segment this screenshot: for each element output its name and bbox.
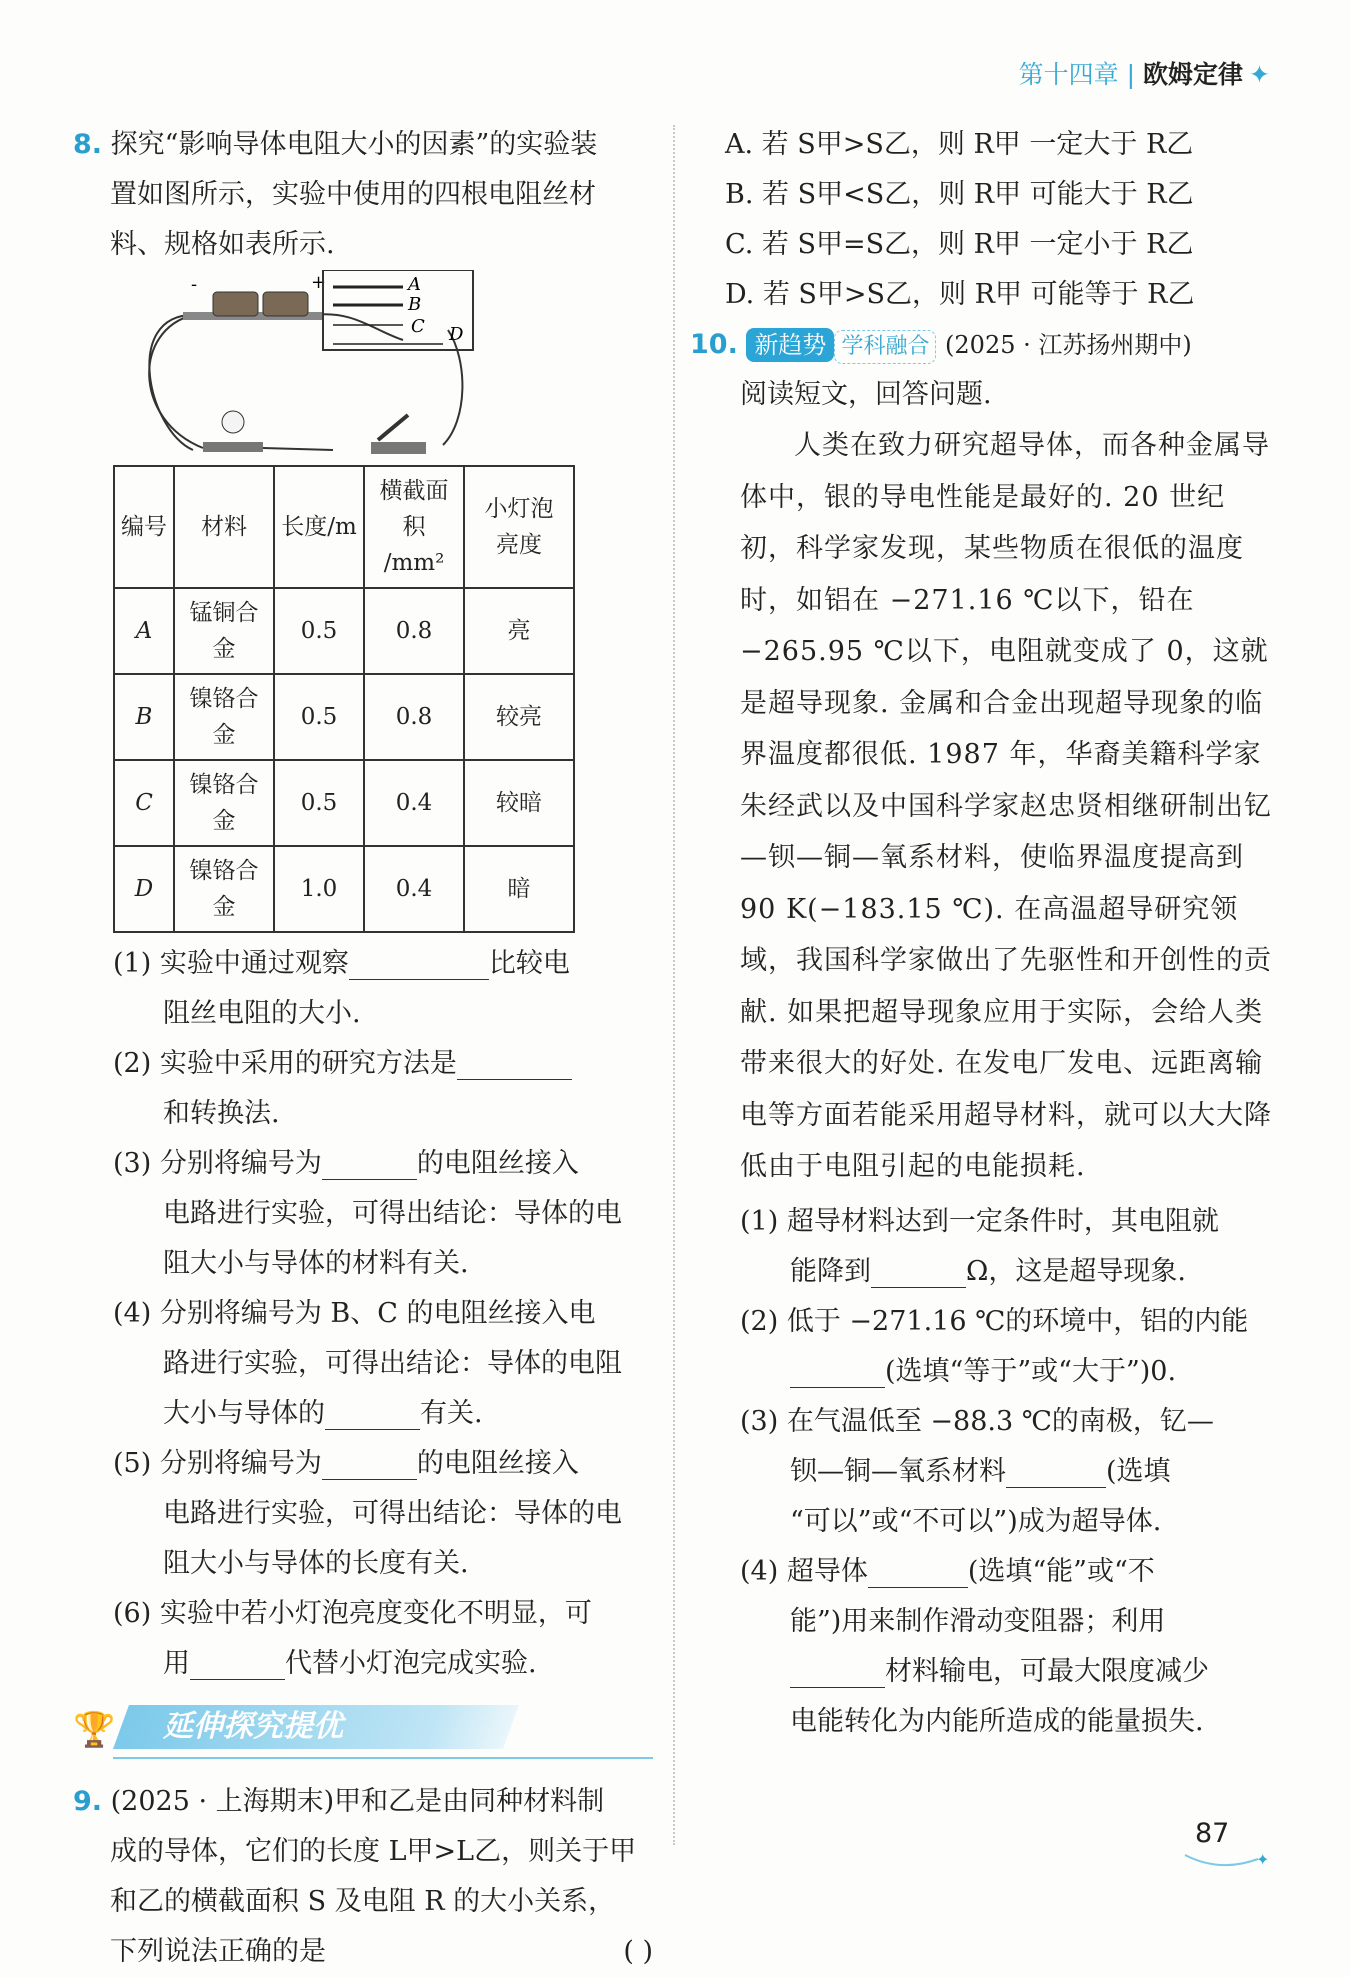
q10-text: “可以”或“不可以”)成为超导体. bbox=[790, 1505, 1162, 1537]
answer-blank[interactable] bbox=[457, 1049, 572, 1080]
table-cell: D bbox=[114, 846, 174, 932]
table-cell: 0.8 bbox=[364, 674, 464, 760]
table-cell: A bbox=[114, 588, 174, 674]
table-cell: 亮 bbox=[464, 588, 574, 674]
header-cell: 材料 bbox=[174, 466, 274, 588]
q10-text: (选填“等于”或“大于”)0. bbox=[885, 1355, 1177, 1387]
q8-text: 用 bbox=[163, 1648, 190, 1679]
q8-stem-line: 置如图所示，实验中使用的四根电阻丝材 bbox=[110, 179, 596, 210]
q10-text: (4) 超导体 bbox=[740, 1555, 868, 1587]
q10-part-4 bbox=[700, 1547, 1280, 1747]
header-cell bbox=[364, 466, 464, 588]
table-cell: 0.5 bbox=[274, 760, 364, 846]
q9 bbox=[73, 1777, 653, 1977]
q10-text: (2) 低于 −271.16 ℃的环境中，铝的内能 bbox=[740, 1305, 1249, 1337]
q8-text: 的电阻丝接入 bbox=[416, 1448, 579, 1479]
answer-blank[interactable] bbox=[190, 1649, 285, 1680]
q10-part-2 bbox=[700, 1297, 1280, 1397]
table-row bbox=[114, 674, 574, 760]
header-cell bbox=[464, 466, 574, 588]
q10-text: (选填 bbox=[1106, 1455, 1171, 1487]
q10-part-1 bbox=[700, 1197, 1280, 1297]
q8-stem-line: 料、规格如表所示. bbox=[110, 229, 335, 260]
q10-subquestions bbox=[700, 1197, 1280, 1747]
answer-blank[interactable] bbox=[790, 1357, 885, 1388]
table-cell: 锰铜合金 bbox=[174, 588, 274, 674]
q10-text: (选填“能”或“不 bbox=[967, 1555, 1155, 1587]
banner-title: 延伸探究提优 bbox=[163, 1709, 343, 1744]
battery-minus: - bbox=[191, 274, 198, 295]
header-text: 横截面积 bbox=[379, 478, 449, 540]
answer-blank[interactable] bbox=[322, 1149, 417, 1180]
q8-text: 的电阻丝接入 bbox=[416, 1148, 579, 1179]
q8-text: 代替小灯泡完成实验. bbox=[285, 1648, 537, 1679]
q8-part-3 bbox=[73, 1139, 653, 1289]
table-cell: 较亮 bbox=[464, 674, 574, 760]
table-cell: 0.4 bbox=[364, 760, 464, 846]
q8-text: 电路进行实验，可得出结论：导体的电 bbox=[163, 1498, 622, 1529]
answer-blank[interactable] bbox=[871, 1257, 966, 1288]
label-b: B bbox=[408, 294, 422, 315]
q10-text: 电能转化为内能所造成的能量损失. bbox=[790, 1705, 1204, 1737]
q8-text: 有关. bbox=[420, 1398, 483, 1429]
section-banner bbox=[73, 1699, 653, 1759]
table-cell: B bbox=[114, 674, 174, 760]
q9-line: (2025 · 上海期末)甲和乙是由同种材料制 bbox=[110, 1786, 605, 1817]
q8-text: (2) 实验中采用的研究方法是 bbox=[113, 1048, 457, 1079]
answer-bracket[interactable]: ( ) bbox=[623, 1936, 653, 1967]
left-column bbox=[73, 120, 653, 1977]
answer-blank[interactable] bbox=[868, 1557, 968, 1588]
table-cell: 0.4 bbox=[364, 846, 464, 932]
q10-header bbox=[690, 320, 1280, 370]
circuit-diagram bbox=[73, 270, 653, 465]
q9-options bbox=[700, 120, 1280, 320]
switch-icon bbox=[378, 415, 408, 440]
table-header-row bbox=[114, 466, 574, 588]
chapter-title: 欧姆定律 bbox=[1143, 60, 1244, 89]
table-cell: 镍铬合金 bbox=[174, 846, 274, 932]
header-text: 小灯泡 bbox=[484, 496, 554, 522]
q9-text: 下列说法正确的是 bbox=[110, 1936, 326, 1967]
table-row bbox=[114, 846, 574, 932]
header-text: 亮度 bbox=[496, 532, 542, 558]
q8-text: 阻大小与导体的材料有关. bbox=[163, 1248, 469, 1279]
option-c[interactable]: C. 若 S甲=S乙，则 R甲 一定小于 R乙 bbox=[725, 229, 1194, 260]
bulb-base bbox=[203, 442, 263, 452]
q8-text: (5) 分别将编号为 bbox=[113, 1448, 322, 1479]
q8-text: (6) 实验中若小灯泡亮度变化不明显，可 bbox=[113, 1598, 592, 1629]
q10-text: (3) 在气温低至 −88.3 ℃的南极，钇— bbox=[740, 1405, 1214, 1437]
table-cell: 0.5 bbox=[274, 674, 364, 760]
q8-part-1 bbox=[73, 939, 653, 1039]
switch-base bbox=[371, 442, 426, 454]
answer-blank[interactable] bbox=[1006, 1457, 1106, 1488]
trophy-icon: 🏆 bbox=[73, 1710, 116, 1750]
header-separator: | bbox=[1126, 60, 1136, 89]
q10-text: 材料输电，可最大限度减少 bbox=[885, 1655, 1209, 1687]
column-divider bbox=[673, 125, 675, 1845]
banner-line bbox=[113, 1757, 653, 1759]
q10-number: 10. bbox=[690, 329, 738, 360]
q8-text: 电路进行实验，可得出结论：导体的电 bbox=[163, 1198, 622, 1229]
right-column bbox=[690, 120, 1280, 1747]
label-a: A bbox=[408, 274, 421, 295]
q9-line: 成的导体，它们的长度 L甲>L乙，则关于甲 bbox=[110, 1836, 637, 1867]
chapter-number: 第十四章 bbox=[1018, 60, 1119, 89]
table-row bbox=[114, 588, 574, 674]
table-cell: 较暗 bbox=[464, 760, 574, 846]
q8-text: (3) 分别将编号为 bbox=[113, 1148, 322, 1179]
table-cell: 暗 bbox=[464, 846, 574, 932]
q8-part-2 bbox=[73, 1039, 653, 1139]
trend-badge: 新趋势 bbox=[746, 328, 834, 362]
q8-part-5 bbox=[73, 1439, 653, 1589]
battery-cell-icon bbox=[213, 292, 258, 316]
table-cell: 镍铬合金 bbox=[174, 674, 274, 760]
option-a[interactable]: A. 若 S甲>S乙，则 R甲 一定大于 R乙 bbox=[725, 129, 1194, 160]
answer-blank[interactable] bbox=[322, 1449, 417, 1480]
header-cell: 长度/m bbox=[274, 466, 364, 588]
q10-text: 能降到 bbox=[790, 1255, 871, 1287]
q10-text: 钡—铜—氧系材料 bbox=[790, 1455, 1006, 1487]
option-d[interactable]: D. 若 S甲>S乙，则 R甲 可能等于 R乙 bbox=[725, 279, 1195, 310]
q10-text: (1) 超导材料达到一定条件时，其电阻就 bbox=[740, 1205, 1219, 1237]
q9-number: 9. bbox=[73, 1786, 103, 1817]
option-b[interactable]: B. 若 S甲<S乙，则 R甲 可能大于 R乙 bbox=[725, 179, 1194, 210]
q10-text: 能”)用来制作滑动变阻器；利用 bbox=[790, 1605, 1166, 1637]
label-d: D bbox=[449, 324, 464, 345]
page-number: 87 bbox=[1195, 1818, 1230, 1849]
q8-text: 路进行实验，可得出结论：导体的电阻 bbox=[163, 1348, 622, 1379]
q8-part-6 bbox=[73, 1589, 653, 1689]
chapter-header bbox=[1019, 55, 1270, 91]
answer-blank[interactable] bbox=[325, 1399, 420, 1430]
q8-text: (1) 实验中通过观察 bbox=[113, 948, 349, 979]
table-cell: C bbox=[114, 760, 174, 846]
q8-text: (4) 分别将编号为 B、C 的电阻丝接入电 bbox=[113, 1298, 596, 1329]
answer-blank[interactable] bbox=[790, 1657, 885, 1688]
label-c: C bbox=[411, 316, 425, 337]
table-cell: 0.5 bbox=[274, 588, 364, 674]
header-text: /mm² bbox=[383, 550, 445, 576]
q10-part-3 bbox=[700, 1397, 1280, 1547]
q8-text: 大小与导体的 bbox=[163, 1398, 325, 1429]
q10-source: (2025 · 江苏扬州期中) bbox=[945, 331, 1192, 359]
q10-intro: 阅读短文，回答问题. bbox=[740, 379, 992, 410]
q10-text: Ω，这是超导现象. bbox=[966, 1255, 1186, 1287]
header-cell: 编号 bbox=[114, 466, 174, 588]
svg-text:✦: ✦ bbox=[1256, 1850, 1270, 1869]
materials-table bbox=[113, 465, 575, 933]
q8-text: 比较电 bbox=[488, 948, 570, 979]
q8-stem bbox=[73, 120, 653, 270]
table-row bbox=[114, 760, 574, 846]
q8-text: 阻大小与导体的长度有关. bbox=[163, 1548, 469, 1579]
battery-plus: + bbox=[311, 272, 327, 293]
q9-line: 和乙的横截面积 S 及电阻 R 的大小关系， bbox=[110, 1886, 616, 1917]
table-cell: 0.8 bbox=[364, 588, 464, 674]
answer-blank[interactable] bbox=[349, 949, 489, 980]
sparkle-icon: ✦ bbox=[1249, 60, 1270, 89]
q8-text: 阻丝电阻的大小. bbox=[163, 998, 361, 1029]
bulb-icon bbox=[222, 411, 244, 433]
q8-subquestions bbox=[73, 939, 653, 1689]
q8-text: 和转换法. bbox=[163, 1098, 280, 1129]
q10-passage: 人类在致力研究超导体，而各种金属导体中，银的导电性能是最好的. 20 世纪初，科学家发现，某些物质在很低的温度时，如铝在 −271.16 ℃以下，铅在 −265.95 ℃以下，电阻就变成了 0，这就是超导现象. 金属和合金出现超导现象的临界温度都很低. 1987 年，华裔美籍科学家朱经武以及中国科学家赵忠贤相继研制出钇—钡—铜—氧系材料，使临界温度提高到 90 K(−183.15 ℃). 在高温超导研究领域，我国科学家做出了先驱性和开创性的贡献. 如果把超导现象应用于实际，会给人类带来很大的好处. 在发电厂发电、远距离输电等方面若能采用超导材料，就可以大大降低由于电阻引起的电能损耗. bbox=[740, 430, 1272, 1182]
table-cell: 镍铬合金 bbox=[174, 760, 274, 846]
q8-number: 8. bbox=[73, 129, 103, 160]
subject-badge: 学科融合 bbox=[834, 330, 936, 364]
q9-line bbox=[73, 1927, 653, 1977]
table-cell: 1.0 bbox=[274, 846, 364, 932]
q8-stem-line: 探究“影响导体电阻大小的因素”的实验装 bbox=[110, 129, 598, 160]
battery-cell-icon bbox=[263, 292, 308, 316]
q8-part-4 bbox=[73, 1289, 653, 1439]
